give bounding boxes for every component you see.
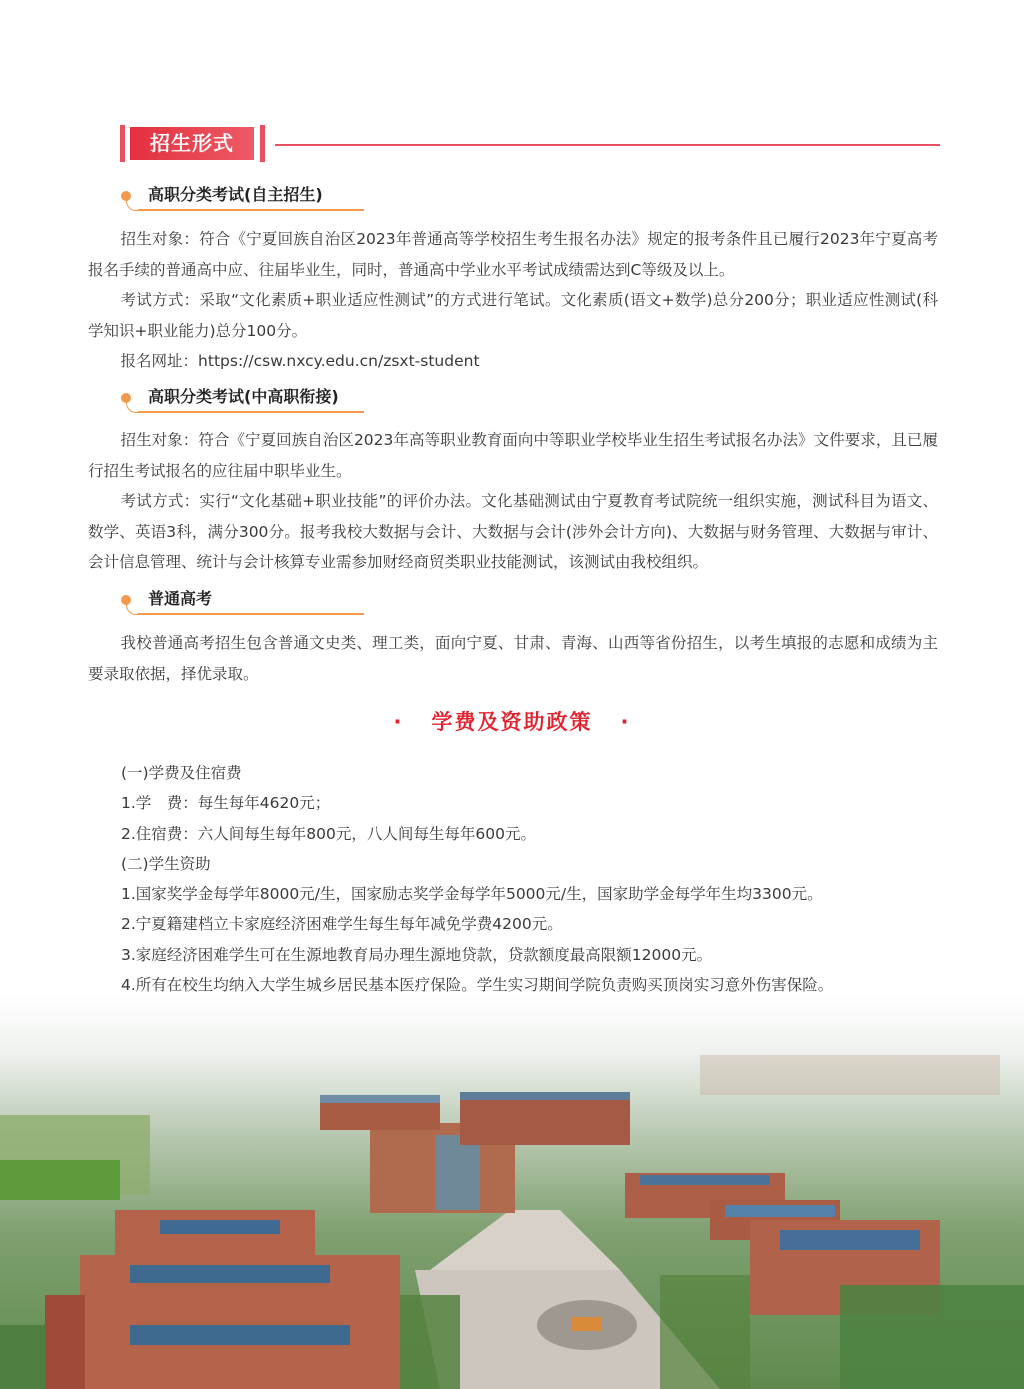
fees-title	[0, 706, 1024, 736]
subheading-underline	[138, 209, 364, 211]
paragraph: 我校普通高考招生包含普通文史类、理工类，面向宁夏、甘肃、青海、山西等省份招生，以考生填报的志愿和成绩为主要录取依据，择优录取。	[88, 634, 938, 683]
paragraph: 考试方式：采取“文化素质+职业适应性测试”的方式进行笔试。文化素质(语文+数学)总分200分；职业适应性测试(科学知识+职业能力)总分100分。	[88, 291, 938, 340]
header-bar-left	[120, 125, 125, 162]
list-item: 4.所有在校生均纳入大学生城乡居民基本医疗保险。学生实习期间学院负责购买顶岗实习意外伤害保险。	[121, 976, 834, 995]
title-dot: ·	[393, 710, 404, 734]
paragraph: 招生对象：符合《宁夏回族自治区2023年普通高等学校招生考生报名办法》规定的报考条件且已履行2023年宁夏高考报名手续的普通高中应、往届毕业生，同时，普通高中学业水平考试成绩需达到C等级及以上。	[88, 230, 938, 279]
fees-list	[121, 758, 833, 1000]
paragraph: 考试方式：实行“文化基础+职业技能”的评价办法。文化基础测试由宁夏教育考试院统一组织实施，测试科目为语文、数学、英语3科，满分300分。报考我校大数据与会计、大数据与会计(涉外会计方向)、大数据与财务管理、大数据与审计、会计信息管理、统计与会计核算专业需参加财经商贸类职业技能测试，该测试由我校组织。	[88, 492, 938, 571]
subheading-title: 高职分类考试(中高职衔接)	[148, 387, 339, 406]
header-bar-right	[260, 125, 265, 162]
subheading-title: 高职分类考试(自主招生)	[148, 185, 323, 204]
list-item: 1.国家奖学金每学年8000元/生，国家励志奖学金每学年5000元/生，国家助学金每学年生均3300元。	[121, 885, 823, 904]
fees-title-text: 学费及资助政策	[431, 710, 593, 734]
campus-aerial-photo	[0, 995, 1024, 1389]
list-item: 2.住宿费：六人间每生每年800元，八人间每生每年600元。	[121, 824, 536, 843]
subheading-underline	[138, 411, 364, 413]
list-item: 2.宁夏籍建档立卡家庭经济困难学生每生每年减免学费4200元。	[121, 915, 563, 934]
list-item: (一)学费及住宿费	[121, 764, 242, 782]
subheading-title: 普通高考	[148, 589, 213, 608]
list-item: 3.家庭经济困难学生可在生源地教育局办理生源地贷款，贷款额度最高限额12000元。	[121, 945, 713, 964]
paragraph: 招生对象：符合《宁夏回族自治区2023年高等职业教育面向中等职业学校毕业生招生考试报名办法》文件要求，且已履行招生考试报名的应往届中职毕业生。	[88, 431, 938, 480]
registration-url: 报名网址：https://csw.nxcy.edu.cn/zsxt-student	[120, 352, 480, 370]
title-dot: ·	[620, 710, 631, 734]
list-item: (二)学生资助	[121, 854, 211, 873]
list-item: 1.学 费：每生每年4620元；	[121, 794, 331, 813]
section-header	[120, 125, 940, 165]
header-rule	[275, 144, 940, 146]
section-title: 招生形式	[130, 127, 254, 160]
subheading-underline	[138, 613, 364, 615]
